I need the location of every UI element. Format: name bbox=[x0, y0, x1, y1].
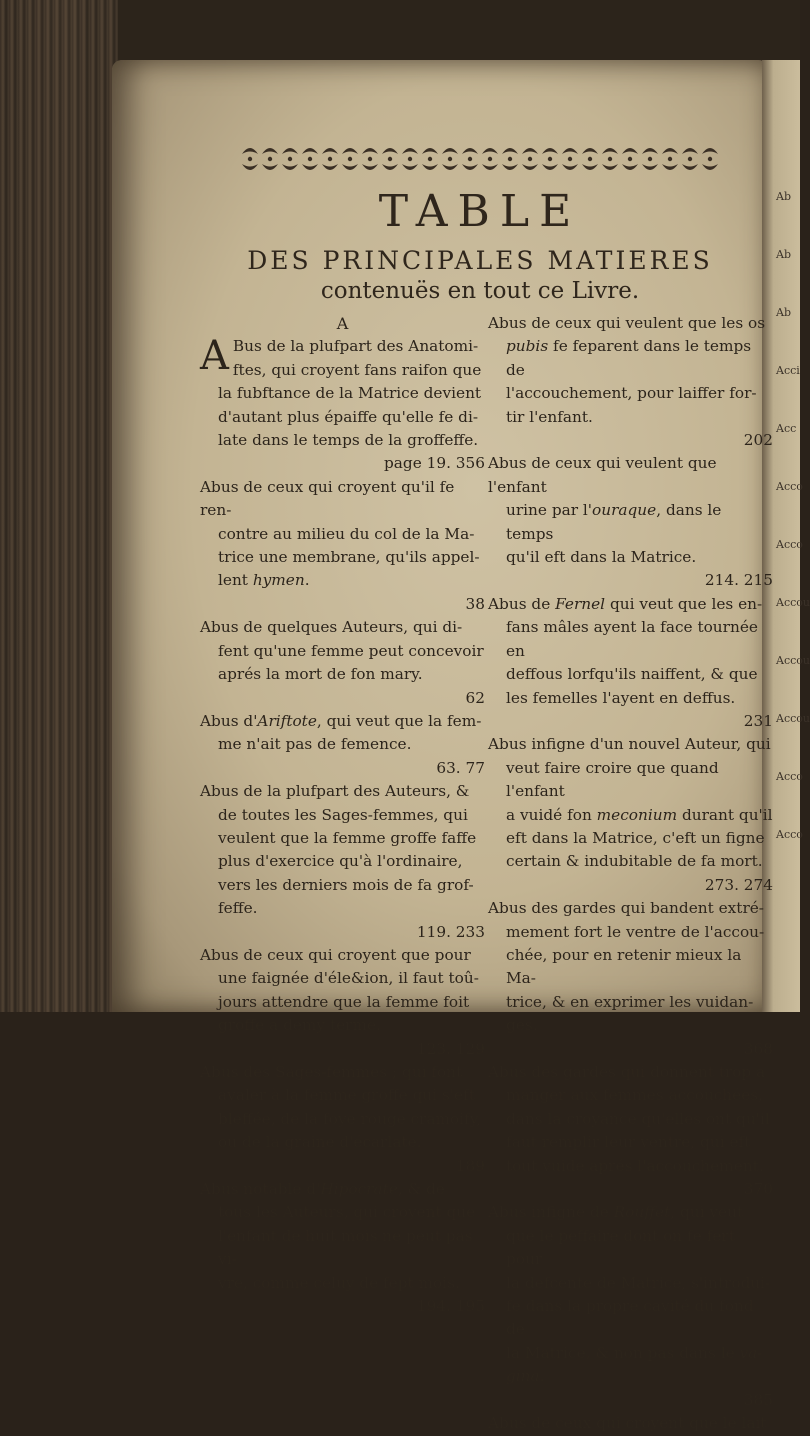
next-page-fragment: Ab bbox=[776, 306, 791, 319]
page-reference: 38 bbox=[465, 594, 485, 613]
entry-line: deffous lorfqu'ils naiffent, & que bbox=[506, 665, 758, 684]
ornament-fleuron bbox=[542, 164, 558, 170]
entry-line: gina. bbox=[506, 1367, 545, 1386]
entry-line: une faignée d'éle&ion, il faut toû- bbox=[218, 969, 479, 988]
ornament-fleuron bbox=[622, 148, 638, 154]
page-reference: 231 bbox=[743, 711, 773, 730]
entry-line: a vuidé fon meconium durant qu'il bbox=[506, 805, 773, 824]
index-entry bbox=[488, 733, 773, 897]
ornament-fleuron bbox=[242, 148, 258, 154]
entry-line: la fubftance de la Matrice devient bbox=[218, 384, 482, 403]
entry-line: Abus de ceux qui croyent que le lait bbox=[488, 1414, 767, 1433]
index-entry bbox=[488, 1061, 773, 1201]
ornament-dot bbox=[248, 157, 252, 161]
index-entry bbox=[488, 1201, 773, 1412]
page-reference: 63. 77 bbox=[436, 758, 485, 777]
entry-line: la Matrice, & non pas dans le va- bbox=[506, 1343, 763, 1362]
page-reference: 202 bbox=[743, 431, 773, 450]
index-entry bbox=[488, 1412, 773, 1435]
entry-line: Abus de Fernel qui veut que les en- bbox=[488, 594, 763, 613]
left-column bbox=[200, 312, 485, 1318]
ornament-fleuron bbox=[642, 164, 658, 170]
ornament-fleuron bbox=[682, 148, 698, 154]
ornament-fleuron bbox=[582, 148, 598, 154]
ornament-fleuron bbox=[342, 164, 358, 170]
ornament-fleuron bbox=[382, 164, 398, 170]
ornament-fleuron bbox=[622, 164, 638, 170]
next-page-fragment: Acc bbox=[776, 422, 797, 435]
entry-line: tous les Auteurs, qui croyent que bbox=[218, 1203, 476, 1222]
entry-line: les femelles l'ayent en deffus. bbox=[506, 688, 736, 707]
ornament-fleuron bbox=[702, 164, 718, 170]
ornament-dot bbox=[688, 157, 692, 161]
entry-line: fent qu'une femme peut concevoir bbox=[218, 641, 484, 660]
entry-line: Abus de la plufpart des Auteurs, & bbox=[200, 782, 470, 801]
ornament-dot bbox=[388, 157, 392, 161]
page-reference: 194. 195 bbox=[416, 1297, 485, 1316]
entry-line: pubis fe feparent dans le temps de bbox=[506, 337, 752, 379]
entry-line: certain & indubitable de fa mort. bbox=[506, 852, 763, 871]
ornament-dot bbox=[668, 157, 672, 161]
ornament-fleuron bbox=[462, 148, 478, 154]
entry-line: groffe à demy terme. bbox=[218, 1016, 381, 1035]
next-page-fragment: Acci bbox=[776, 364, 800, 377]
entry-line: A Bus de la plufpart des Anatomi- bbox=[200, 333, 479, 380]
entry-line: fe dans la propre cavité du fond de bbox=[506, 1297, 754, 1339]
ornament-dot bbox=[448, 157, 452, 161]
ornament-dot bbox=[268, 157, 272, 161]
page-reference: 273. 274 bbox=[704, 875, 773, 894]
entry-line: Abus des Sages-femmes ; qui font bbox=[200, 1063, 463, 1081]
next-page-fragment: Accou bbox=[776, 654, 810, 667]
entry-line: ges. bbox=[506, 1016, 538, 1035]
entry-line: veut faire croire que quand l'enfant bbox=[506, 758, 719, 801]
page-subtitle-line2: contenuës en tout ce Livre. bbox=[320, 278, 640, 304]
section-letter: A bbox=[336, 314, 349, 333]
entry-line: l'accouchement, pour laiffer for- bbox=[506, 384, 757, 403]
ornament-fleuron bbox=[262, 164, 278, 170]
entry-line: urine par l'ouraque, dans le temps bbox=[506, 501, 722, 543]
page-reference: 370 bbox=[743, 1180, 773, 1199]
index-entry bbox=[200, 944, 485, 1061]
entry-line: ou de la graine d'écarlate. bbox=[218, 1133, 422, 1152]
next-page-fragment: Accou bbox=[776, 596, 810, 609]
entry-line: Abus des gardes qui donnent trop à bbox=[488, 1063, 766, 1081]
entry-line: Abus de ceux qui croyent qu'il fe ren- bbox=[200, 477, 455, 520]
entry-line: Abus des gardes qui bandent extré- bbox=[488, 899, 764, 918]
ornament-fleuron bbox=[282, 164, 298, 170]
ornament-fleuron bbox=[362, 148, 378, 154]
entry-line: eft dans la Matrice, c'eft un figne bbox=[506, 828, 765, 847]
ornament-dot bbox=[608, 157, 612, 161]
ornament-fleuron bbox=[562, 164, 578, 170]
entry-line: contre au milieu du col de la Ma- bbox=[218, 524, 475, 543]
ornament-border bbox=[240, 140, 720, 178]
entry-line: Abus de ceux qui croyent que pour bbox=[200, 945, 471, 964]
ornament-dot bbox=[648, 157, 652, 161]
entry-line: Abus d'Ariftote, qui veut que la fem- bbox=[200, 711, 482, 730]
ornament-fleuron bbox=[282, 148, 298, 154]
entry-line: plus d'exercice qu'à l'ordinaire, bbox=[218, 852, 463, 871]
ornament-fleuron bbox=[682, 164, 698, 170]
entry-line: chée, pour en retenir mieux la Ma- bbox=[506, 945, 742, 988]
index-entry bbox=[200, 616, 485, 710]
ornament-dot bbox=[548, 157, 552, 161]
page-reference: 62 bbox=[465, 688, 485, 707]
ornament-fleuron bbox=[422, 148, 438, 154]
entry-line: trice une membrane, qu'ils appel- bbox=[218, 548, 480, 567]
index-entry bbox=[200, 710, 485, 780]
ornament-dot bbox=[408, 157, 412, 161]
entry-line: Abus de ceux qui veulent que les os bbox=[488, 314, 766, 332]
book-binding bbox=[0, 0, 118, 1012]
ornament-fleuron bbox=[342, 148, 358, 154]
entry-line: Abus notable d'Hipocrate, & de bbox=[200, 1180, 445, 1199]
entry-line: l'enfant de huit mois ne peut pas vi- bbox=[218, 1226, 473, 1269]
ornament-dot bbox=[588, 157, 592, 161]
entry-line: fans mâles ayent la face tournée en bbox=[506, 618, 758, 660]
ornament-fleuron bbox=[702, 148, 718, 154]
entry-line: lent hymen. bbox=[218, 571, 310, 590]
ornament-fleuron bbox=[482, 148, 498, 154]
ornament-fleuron bbox=[322, 148, 338, 154]
entry-line: manger aux femmes accouchées, bbox=[506, 1086, 763, 1105]
ornament-dot bbox=[368, 157, 372, 161]
entry-line: mement fort le ventre de l'accou- bbox=[506, 922, 765, 941]
ornament-dot bbox=[568, 157, 572, 161]
ornament-fleuron bbox=[642, 148, 658, 154]
next-page-fragment: Ab bbox=[776, 248, 791, 261]
entry-line: dans la croyance qu'elles ont qu'il bbox=[506, 1109, 770, 1128]
entry-line: Abus de ceux qui veulent que l'enfant bbox=[488, 454, 717, 496]
entry-line: de toutes les Sages-femmes, qui bbox=[218, 805, 468, 824]
entry-line: veulent que la femme groffe faffe bbox=[218, 828, 477, 847]
page-reference: 368 bbox=[743, 1039, 773, 1058]
ornament-fleuron bbox=[562, 148, 578, 154]
next-page-fragment: Acco bbox=[776, 480, 803, 493]
ornament-dot bbox=[628, 157, 632, 161]
ornament-fleuron bbox=[262, 148, 278, 154]
ornament-fleuron bbox=[522, 164, 538, 170]
entry-line: tout vuide aprés l'accouchement. bbox=[506, 1156, 764, 1175]
index-entry bbox=[200, 335, 485, 475]
ornament-fleuron bbox=[362, 164, 378, 170]
next-page-fragment: Acco bbox=[776, 770, 803, 783]
ornament-dot bbox=[328, 157, 332, 161]
index-entry bbox=[488, 593, 773, 733]
entry-line: qu'il eft dans la Matrice. bbox=[506, 548, 697, 567]
ornament-fleuron bbox=[422, 164, 438, 170]
ornament-fleuron bbox=[542, 148, 558, 154]
ornament-fleuron bbox=[302, 148, 318, 154]
ornament-fleuron bbox=[402, 164, 418, 170]
ornament-dot bbox=[288, 157, 292, 161]
entry-line: que le peffaire dont on fe fert pour bbox=[506, 1226, 735, 1269]
index-entry bbox=[200, 1178, 485, 1318]
ornament-fleuron bbox=[502, 148, 518, 154]
ornament-fleuron bbox=[442, 148, 458, 154]
entry-line: tir l'enfant. bbox=[506, 407, 593, 426]
ornament-fleuron bbox=[462, 164, 478, 170]
ornament-fleuron bbox=[522, 148, 538, 154]
entry-line: aprés la mort de fon mary. bbox=[218, 665, 423, 684]
entry-line: faut remplir leur ventre, qui eft bbox=[506, 1133, 751, 1152]
ornament-fleuron bbox=[322, 164, 338, 170]
ornament-fleuron bbox=[302, 164, 318, 170]
entry-line: late dans le temps de la groffeffe. bbox=[218, 431, 479, 450]
entry-line: vers les derniers mois de fa grof- bbox=[218, 875, 474, 894]
ornament-fleuron bbox=[482, 164, 498, 170]
ornament-fleuron bbox=[442, 164, 458, 170]
entry-line: vre, comme celuy de fept mois. bbox=[218, 1273, 460, 1292]
ornament-dot bbox=[488, 157, 492, 161]
page-reference: 123. 129 bbox=[416, 1039, 485, 1058]
entry-line: trice, & en exprimer les vuidan- bbox=[506, 992, 754, 1011]
ornament-fleuron bbox=[602, 164, 618, 170]
ornament-dot bbox=[468, 157, 472, 161]
ornament-dot bbox=[508, 157, 512, 161]
ornament-dot bbox=[428, 157, 432, 161]
entry-line: Abus infigne d'un nouvel Auteur, qui bbox=[488, 735, 771, 754]
page-reference: page 19. 356 bbox=[383, 454, 485, 473]
ornament-fleuron bbox=[402, 148, 418, 154]
entry-line: avaler à la femme groffe qui s'eft bbox=[218, 1086, 475, 1105]
ornament-dot bbox=[308, 157, 312, 161]
next-page-fragment: Acco bbox=[776, 538, 803, 551]
entry-line: ftes, qui croyent fans raifon que bbox=[232, 360, 482, 379]
page-title: TABLE bbox=[378, 186, 582, 237]
index-entry bbox=[200, 1061, 485, 1178]
page-reference: 214. 215 bbox=[704, 571, 773, 590]
index-entry bbox=[200, 476, 485, 616]
index-entry bbox=[488, 897, 773, 1061]
entry-line: me n'ait pas de femence. bbox=[218, 735, 412, 754]
page-reference: 385 bbox=[743, 1390, 773, 1409]
entry-line: Abus infigne de Rouffet, qui veut bbox=[488, 1203, 744, 1222]
page-reference: 189 bbox=[455, 1156, 485, 1175]
entry-line: Abus de quelques Auteurs, qui di- bbox=[200, 618, 463, 637]
next-page-fragment: Accou bbox=[776, 712, 810, 725]
ornament-dot bbox=[708, 157, 712, 161]
ornament-fleuron bbox=[662, 148, 678, 154]
ornament-fleuron bbox=[382, 148, 398, 154]
index-entry bbox=[200, 780, 485, 944]
entry-line: la defcente de Matrice, s'introdui- bbox=[506, 1273, 771, 1292]
entry-line: bleffée, de la foye rouge cramoify, bbox=[218, 1109, 482, 1128]
page-subtitle: DES PRINCIPALES MATIERES bbox=[247, 246, 713, 275]
ornament-dot bbox=[528, 157, 532, 161]
entry-line: d'autant plus épaiffe qu'elle fe di- bbox=[218, 407, 479, 426]
index-entry bbox=[488, 312, 773, 452]
page-reference: 119. 233 bbox=[416, 922, 485, 941]
ornament-fleuron bbox=[602, 148, 618, 154]
index-entry bbox=[488, 452, 773, 592]
entry-line: feffe. bbox=[218, 899, 258, 918]
ornament-fleuron bbox=[502, 164, 518, 170]
ornament-fleuron bbox=[582, 164, 598, 170]
drop-cap: A bbox=[200, 333, 229, 380]
ornament-fleuron bbox=[662, 164, 678, 170]
entry-line: jours attendre que la femme foit bbox=[218, 992, 470, 1011]
next-page-fragment: Ab bbox=[776, 190, 791, 203]
right-column bbox=[488, 312, 773, 1436]
ornament-fleuron bbox=[242, 164, 258, 170]
ornament-dot bbox=[348, 157, 352, 161]
next-page-fragment: Acco bbox=[776, 828, 803, 841]
